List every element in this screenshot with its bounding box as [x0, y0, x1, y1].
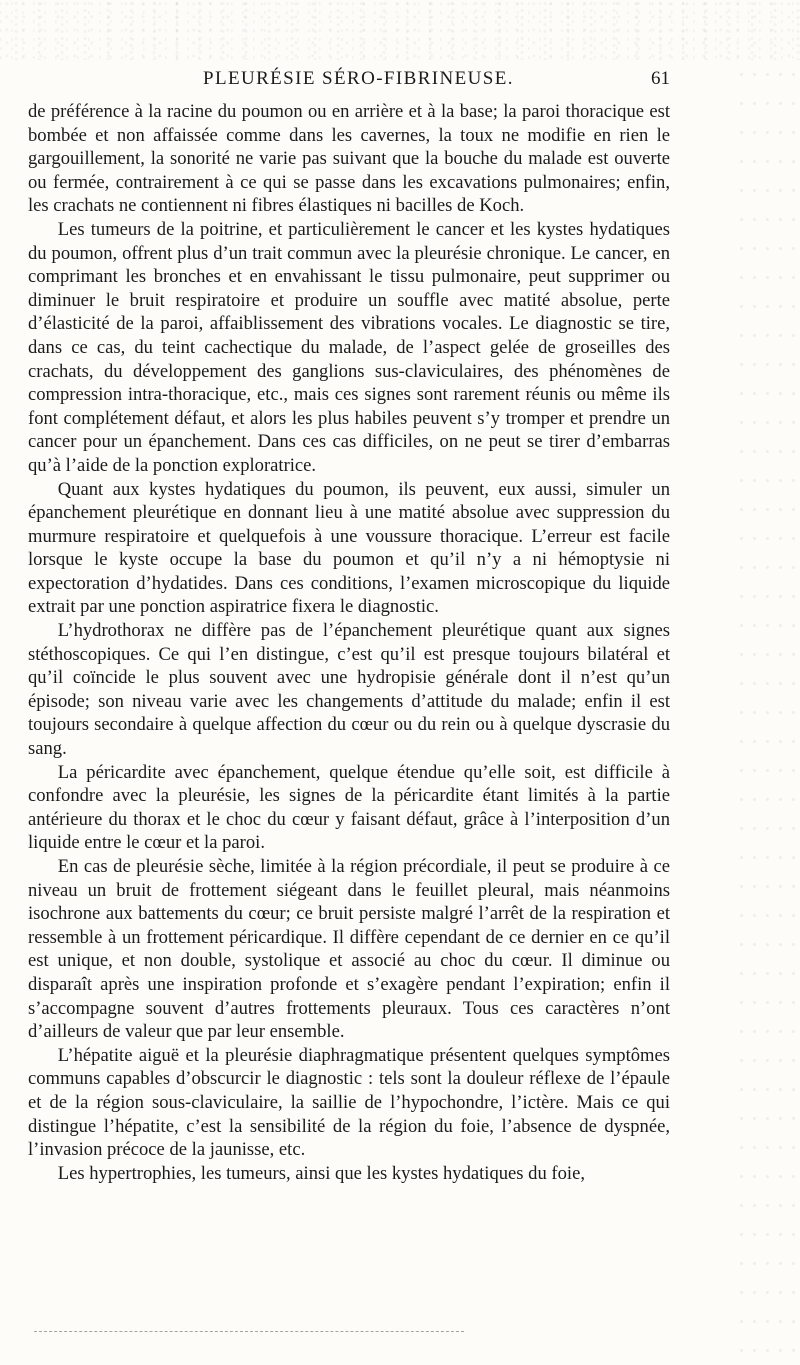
- paragraph: Les hypertrophies, les tumeurs, ainsi que les kystes hydatiques du foie,: [57, 1162, 585, 1184]
- paragraph: L’hépatite aiguë et la pleurésie diaphragmatique présentent quelques symptômes communs capables d’obscurcir le diagnostic : tels sont la douleur réflexe de l’épaule et de la région sous-claviculaire, la saillie de l’hypochondre, l’ictère. Mais ce qui distingue l’hépatite, c’est la sensibilité de la région du foie, l’absence de dyspnée, l’invasion précoce de la jaunisse, etc.: [28, 1044, 670, 1161]
- paragraph: En cas de pleurésie sèche, limitée à la région précordiale, il peut se produire à ce niveau un bruit de frottement siégeant dans le feuillet pleural, mais néanmoins isochrone aux battements du cœur; ce bruit persiste malgré l’arrêt de la respiration et ressemble à un frottement péricardique. Il diffère cependant de ce dernier en ce qu’il est unique, et non double, systolique et associé au choc du cœur. Il diminue ou disparaît après une inspiration profonde et s’exagère pendant l’expiration; enfin il s’accompagne souvent d’autres frottements pleuraux. Tous ces caractères n’ont d’ailleurs de valeur que par leur ensemble.: [28, 856, 670, 1043]
- running-title: PLEURÉSIE SÉRO-FIBRINEUSE.: [203, 68, 514, 89]
- scan-noise-top: [0, 0, 800, 60]
- paragraph: Quant aux kystes hydatiques du poumon, ils peuvent, eux aussi, simuler un épanchement pleurétique en donnant lieu à une matité absolue avec suppression du murmure respiratoire et quelquefois à une voussure thoracique. L’erreur est facile lorsque le kyste occupe la base du poumon et qu’il n’y a ni hémoptysie ni expectoration d’hydatides. Dans ces conditions, l’examen microscopique du liquide extrait par une ponction aspiratrice fixera le diagnostic.: [28, 478, 670, 618]
- paragraph: L’hydrothorax ne diffère pas de l’épanchement pleurétique quant aux signes stéthoscopiques. Ce qui l’en distingue, c’est qu’il est presque toujours bilatéral et qu’il coïncide le plus souvent avec une hydropisie générale dont il n’est qu’un épisode; son niveau varie avec les changements d’attitude du malade; enfin il est toujours secondaire à quelque affection du cœur ou du rein ou à quelque dyscrasie du sang.: [28, 620, 670, 760]
- paragraph: Les tumeurs de la poitrine, et particulièrement le cancer et les kystes hydatiques du poumon, offrent plus d’un trait commun avec la pleurésie chronique. Le cancer, en comprimant les bronches et en envahissant le tissu pulmonaire, peut supprimer ou diminuer le bruit respiratoire et produire un souffle avec matité absolue, perte d’élasticité de la paroi, affaiblissement des vibrations vocales. Le diagnostic se tire, dans ce cas, du teint cachectique du malade, de l’aspect gelée de groseilles des crachats, du développement des ganglions sus-claviculaires, des phénomènes de compression intra-thoracique, etc., mais ces signes sont rarement réunis ou même ils font complétement défaut, et alors les plus habiles peuvent s’y tromper et prendre un cancer pour un épanchement. Dans ces cas difficiles, on ne peut se tirer d’embarras qu’à l’aide de la ponction exploratrice.: [28, 218, 670, 476]
- running-header: [28, 68, 670, 96]
- paragraph: La péricardite avec épanchement, quelque étendue qu’elle soit, est difficile à confondre avec la pleurésie, les signes de la péricardite étant limités à la partie antérieure du thorax et le choc du cœur y faisant défaut, grâce à l’interposition d’un liquide entre le cœur et la paroi.: [28, 761, 670, 854]
- body-text: [28, 100, 670, 1185]
- paragraph: de préférence à la racine du poumon ou en arrière et à la base; la paroi thoracique est bombée et non affaissée comme dans les cavernes, la toux ne modifie en rien le gargouillement, la sonorité ne varie pas suivant que la bouche du malade est ouverte ou fermée, contrairement à ce qui se passe dans les excavations pulmonaires; enfin, les crachats ne contiennent ni fibres élastiques ni bacilles de Koch.: [28, 101, 670, 217]
- page-number: 61: [651, 68, 670, 89]
- scan-noise-right-margin: [735, 60, 800, 1360]
- footer-scan-line: [34, 1331, 464, 1332]
